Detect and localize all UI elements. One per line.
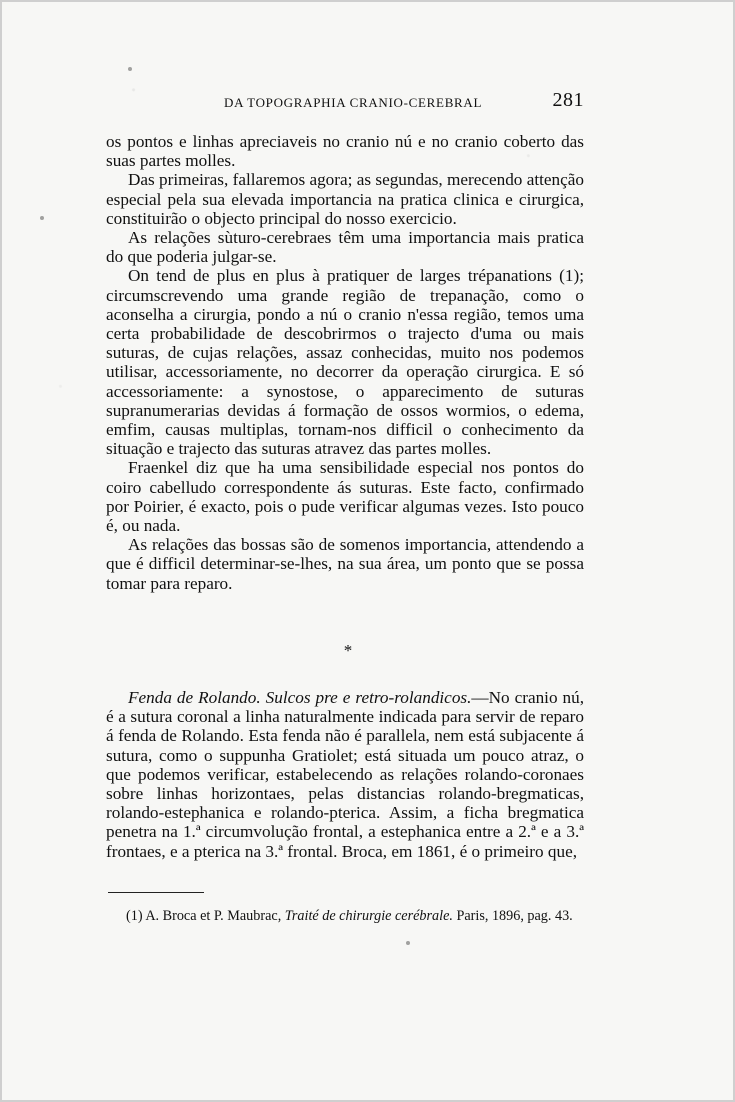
- section-paragraph: [106, 688, 584, 861]
- paper-speck: [40, 216, 44, 220]
- paper-speck: [128, 67, 132, 71]
- footnote-marker: (1): [126, 908, 143, 924]
- section-heading: Fenda de Rolando. Sulcos pre e retro-rolandicos.: [128, 688, 472, 707]
- paragraph: Fraenkel diz que ha uma sensibilidade especial nos pontos do coiro cabelludo correspondente ás suturas. Este facto, confirmado por Poirier, é exacto, pois o pude verificar algumas vezes. Isto pouco é, ou nada.: [106, 458, 584, 536]
- paragraph: As relações das bossas são de somenos importancia, attendendo a que é difficil determinar-se-lhes, na sua área, um ponto que se possa tomar para reparo.: [106, 535, 584, 593]
- rolando-section: [106, 688, 584, 861]
- footnote: [106, 908, 584, 925]
- page-number: 281: [552, 89, 584, 111]
- footnote-title: Traité de chirurgie cerébrale.: [284, 908, 453, 924]
- paragraph: os pontos e linhas apreciaveis no cranio nú e no cranio coberto das suas partes molles.: [106, 132, 584, 171]
- paragraph: On tend de plus en plus à pratiquer de larges trépanations (1); circumscrevendo uma grande região de trepanação, como o aconselha a cirurgia, pondo a nú o cranio n'essa região, temos uma certa probabilidade de descobrirmos o trajecto d'uma ou mais suturas, de cujas relações, assaz conhecidas, muito nos podemos utilisar, accessoriamente, no decorrer da operação cirurgica. E só accessoriamente: a synostose, o apparecimento de suturas supranumerarias devidas á formação de ossos wormios, o edema, emfim, causas multiplas, tornam-nos difficil o conhecimento da situação e trajecto das suturas atravez das partes molles.: [106, 266, 584, 459]
- section-text: —No cranio nú, é a sutura coronal a linha naturalmente indicada para servir de reparo á fenda de Rolando. Esta fenda não é parallela, nem está subjacente á sutura, como o suppunha Gratiolet; está situada um pouco atraz, o que podemos verificar, estabelecendo as relações rolando-coronaes sobre linhas horizontaes, pelas distancias rolando-bregmaticas, rolando-estephanica e rolando-pterica. Assim, a ficha bregmatica penetra na 1.ª circumvolução frontal, a estephanica entre a 2.ª e a 3.ª frontaes, e a pterica na 3.ª frontal. Broca, em 1861, é o primeiro que,: [106, 688, 585, 861]
- section-separator: *: [343, 641, 353, 660]
- paragraph: As relações sùturo-cerebraes têm uma importancia mais pratica do que poderia julgar-se.: [106, 228, 584, 267]
- running-title: DA TOPOGRAPHIA CRANIO-CEREBRAL: [224, 95, 483, 110]
- paragraph: Das primeiras, fallaremos agora; as segundas, merecendo attenção especial pela sua elevada importancia na pratica clinica e cirurgica, constituirão o objecto principal do nosso exercicio.: [106, 170, 584, 228]
- footnote-rest: Paris, 1896, pag. 43.: [456, 908, 573, 924]
- paper-speck: [406, 941, 410, 945]
- main-text: [106, 132, 584, 593]
- page-header: [106, 89, 584, 114]
- footnote-authors: A. Broca et P. Maubrac,: [145, 908, 282, 924]
- footnote-rule: [108, 892, 204, 893]
